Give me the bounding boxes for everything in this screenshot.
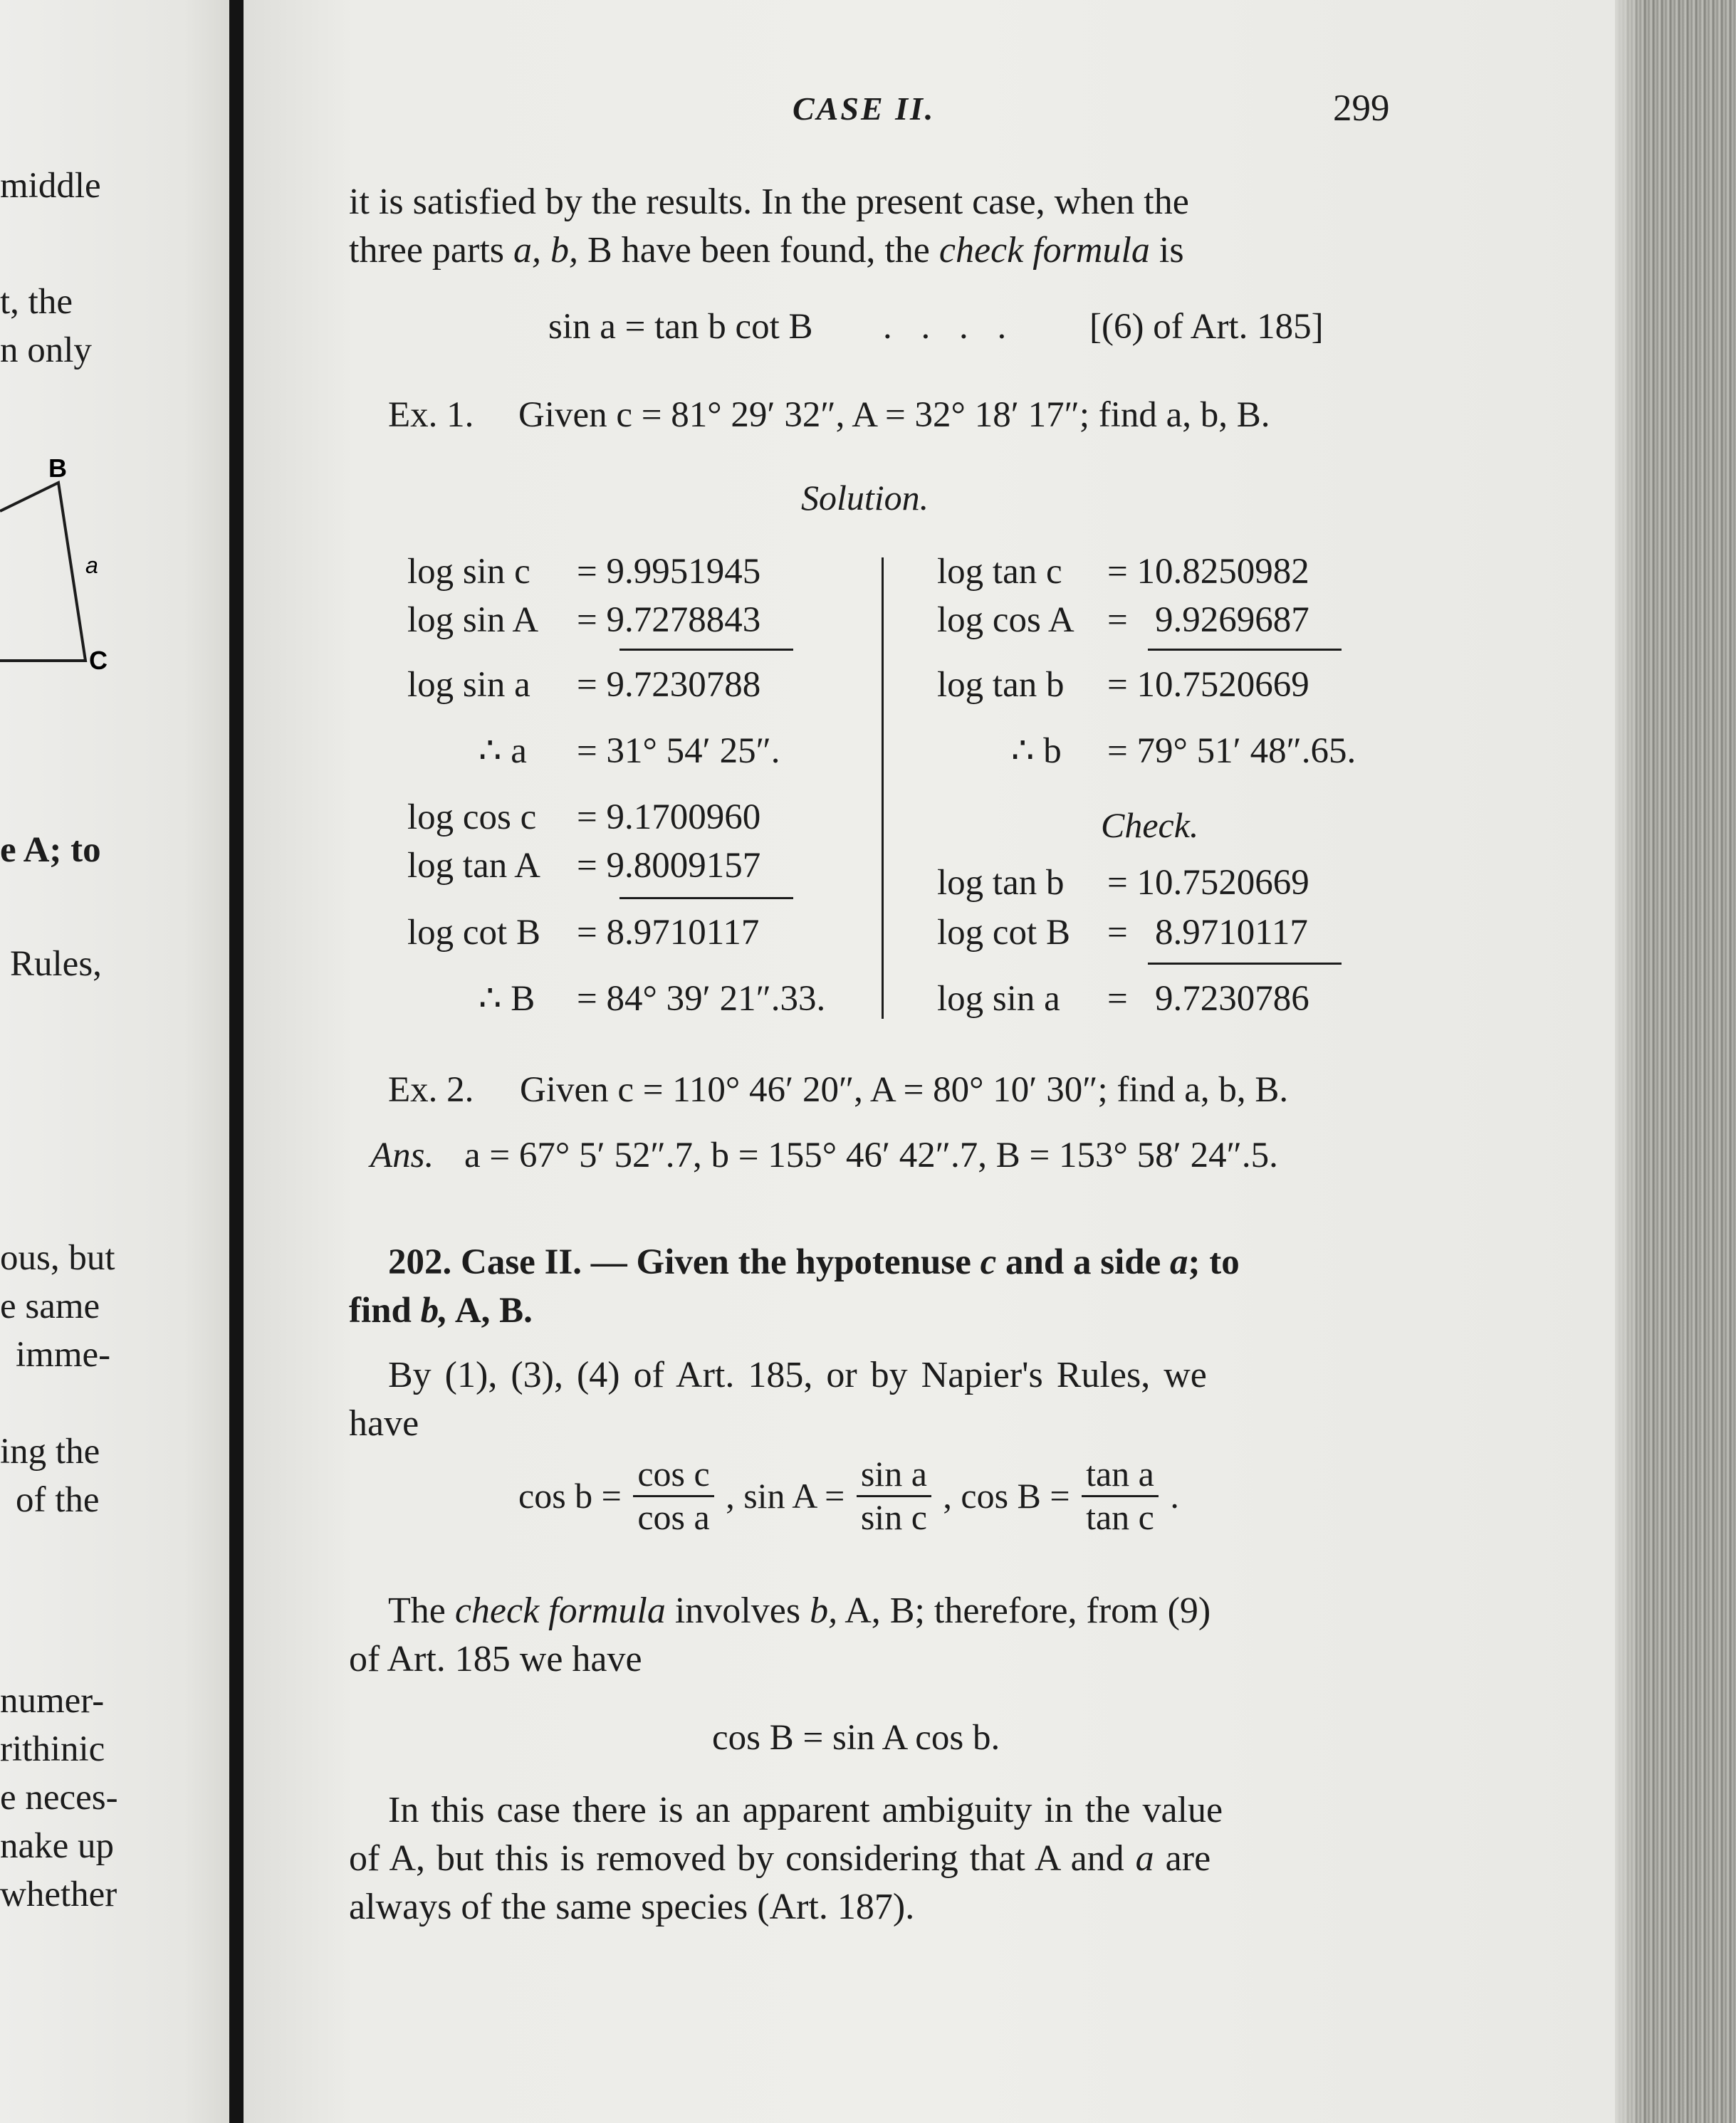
- intro-text: is: [1149, 230, 1184, 271]
- left-line: numer-: [0, 1681, 105, 1721]
- section-title-var: c: [980, 1242, 997, 1282]
- triangle-figure: [0, 456, 128, 676]
- eq-text: cos b =: [518, 1476, 622, 1516]
- log-value: = 8.9710117: [1107, 913, 1308, 953]
- eq-text: , cos B =: [943, 1476, 1070, 1516]
- para2-line2: of Art. 185 we have: [349, 1639, 642, 1679]
- para3-line2: [349, 1840, 1211, 1877]
- para3-text: are: [1154, 1838, 1211, 1879]
- para3-text: of A, but this is removed by considering that A and: [349, 1838, 1136, 1879]
- example1-label: Ex. 1.: [388, 395, 474, 435]
- para2-line1: [388, 1590, 1211, 1631]
- left-line: imme-: [16, 1335, 111, 1375]
- para2-var: b,: [810, 1590, 838, 1631]
- fraction-denominator: tan c: [1086, 1496, 1154, 1537]
- left-line: Rules,: [10, 944, 102, 984]
- check-equation: cos B = sin A cos b.: [712, 1718, 1000, 1758]
- sum-rule: [1148, 649, 1342, 651]
- left-line: whether: [0, 1875, 117, 1914]
- intro-emphasis: check formula: [938, 230, 1150, 271]
- para3-line3: always of the same species (Art. 187).: [349, 1887, 915, 1927]
- fraction-sin: [857, 1454, 931, 1538]
- answer-label: Ans.: [370, 1136, 434, 1175]
- fraction-denominator: sin c: [860, 1496, 927, 1537]
- check-formula-lhs: sin a = tan b cot B: [548, 307, 813, 347]
- log-value: = 9.7278843: [577, 600, 761, 640]
- left-line: e same: [0, 1286, 100, 1326]
- check-formula-reference: [(6) of Art. 185]: [1089, 307, 1324, 347]
- para3-var: a: [1135, 1838, 1154, 1879]
- left-line: ous, but: [0, 1238, 115, 1278]
- left-line: e neces-: [0, 1778, 118, 1818]
- log-value: = 84° 39′ 21″.33.: [577, 979, 826, 1019]
- log-label: log cot B: [407, 913, 540, 953]
- sum-rule: [619, 897, 793, 899]
- left-line: rithinic: [0, 1729, 105, 1769]
- log-value: = 9.7230788: [577, 665, 761, 705]
- log-value: = 9.9269687: [1107, 600, 1309, 640]
- answer-text: a = 67° 5′ 52″.7, b = 155° 46′ 42″.7, B = 153° 58′ 24″.5.: [464, 1136, 1278, 1175]
- section-title-text: Case II. — Given the hypotenuse: [461, 1242, 981, 1282]
- para2-text: A, B; therefore, from (9): [837, 1590, 1211, 1631]
- figure-label-a: a: [85, 552, 98, 578]
- section-title-var: a: [1170, 1242, 1188, 1282]
- fraction-numerator: cos c: [633, 1454, 713, 1497]
- check-heading: Check.: [1101, 805, 1199, 845]
- fraction-denominator: cos a: [637, 1496, 710, 1537]
- para2-text: involves: [665, 1590, 810, 1631]
- log-label: ∴ B: [479, 979, 535, 1019]
- section-title-text: find: [349, 1291, 421, 1331]
- example2-statement: Given c = 110° 46′ 20″, A = 80° 10′ 30″; find a, b, B.: [520, 1070, 1289, 1110]
- running-title: CASE II.: [793, 90, 936, 127]
- intro-vars: a, b,: [513, 230, 579, 271]
- log-value: = 31° 54′ 25″.: [577, 731, 780, 771]
- log-label: log tan b: [937, 863, 1065, 903]
- log-value: = 10.8250982: [1107, 552, 1309, 592]
- log-label: ∴ a: [479, 731, 527, 771]
- sum-rule: [619, 649, 793, 651]
- solution-heading: Solution.: [801, 478, 929, 518]
- log-label: log sin A: [407, 600, 539, 640]
- para1-line1: By (1), (3), (4) of Art. 185, or by Napier's Rules, we: [388, 1355, 1207, 1395]
- section-202-title-line2: [349, 1293, 533, 1329]
- left-line: e A; to: [0, 830, 101, 870]
- para3-line1: In this case there is an apparent ambiguity in the value: [388, 1790, 1223, 1830]
- page-edge-shade: [1615, 0, 1643, 2123]
- para2-text: The: [388, 1590, 455, 1631]
- log-value: = 79° 51′ 48″.65.: [1107, 731, 1356, 771]
- log-label: log sin c: [407, 552, 530, 592]
- example1-statement: Given c = 81° 29′ 32″, A = 32° 18′ 17″; find a, b, B.: [518, 395, 1270, 435]
- left-line: of the: [16, 1480, 100, 1520]
- intro-text: three parts: [349, 230, 514, 271]
- left-line: middle: [0, 166, 101, 206]
- section-title-text: ; to: [1188, 1242, 1240, 1282]
- intro-line-2: [349, 232, 1184, 269]
- example2-label: Ex. 2.: [388, 1070, 474, 1110]
- figure-label-b: B: [48, 456, 67, 483]
- fraction-cos: [633, 1454, 713, 1538]
- fraction-numerator: tan a: [1082, 1454, 1159, 1497]
- log-value: = 9.9951945: [577, 552, 761, 592]
- fraction-tan: [1082, 1454, 1159, 1538]
- para2-emphasis: check formula: [454, 1590, 666, 1631]
- book-spine: [229, 0, 244, 2123]
- log-value: = 9.8009157: [577, 846, 761, 886]
- section-202-title: [388, 1244, 1240, 1281]
- eq-text: .: [1170, 1476, 1179, 1516]
- log-label: log cot B: [937, 913, 1070, 953]
- left-line: n only: [0, 330, 92, 370]
- sum-rule: [1148, 963, 1342, 965]
- log-label: log sin a: [937, 979, 1060, 1019]
- intro-line-1: it is satisfied by the results. In the present case, when the: [349, 182, 1189, 222]
- left-line: nake up: [0, 1826, 115, 1866]
- left-line: ing the: [0, 1432, 100, 1472]
- section-number: 202.: [388, 1242, 452, 1282]
- log-label: log tan b: [937, 665, 1065, 705]
- log-label: log cos A: [937, 600, 1074, 640]
- left-line: t, the: [0, 282, 73, 322]
- log-label: log cos c: [407, 797, 537, 837]
- equation-row: [518, 1454, 1179, 1538]
- log-value: = 8.9710117: [577, 913, 760, 953]
- para1-line2: have: [349, 1403, 419, 1444]
- figure-label-c: C: [89, 646, 108, 675]
- log-value: = 9.7230786: [1107, 979, 1309, 1019]
- intro-text: B have been found, the: [578, 230, 939, 271]
- log-label: ∴ b: [1011, 731, 1062, 771]
- section-title-var: b,: [420, 1291, 448, 1331]
- check-formula-dots: . . . .: [883, 307, 1017, 347]
- log-value: = 9.1700960: [577, 797, 761, 837]
- eq-text: , sin A =: [726, 1476, 845, 1516]
- fraction-numerator: sin a: [857, 1454, 931, 1497]
- section-title-text: and a side: [996, 1242, 1171, 1282]
- log-value: = 10.7520669: [1107, 863, 1309, 903]
- column-divider: [882, 557, 884, 1019]
- log-label: log tan A: [407, 846, 540, 886]
- left-page-fragment: [0, 0, 229, 2123]
- section-title-text: A, B.: [447, 1291, 533, 1331]
- page-number: 299: [1333, 88, 1390, 129]
- log-value: = 10.7520669: [1107, 665, 1309, 705]
- log-label: log tan c: [937, 552, 1062, 592]
- log-label: log sin a: [407, 665, 530, 705]
